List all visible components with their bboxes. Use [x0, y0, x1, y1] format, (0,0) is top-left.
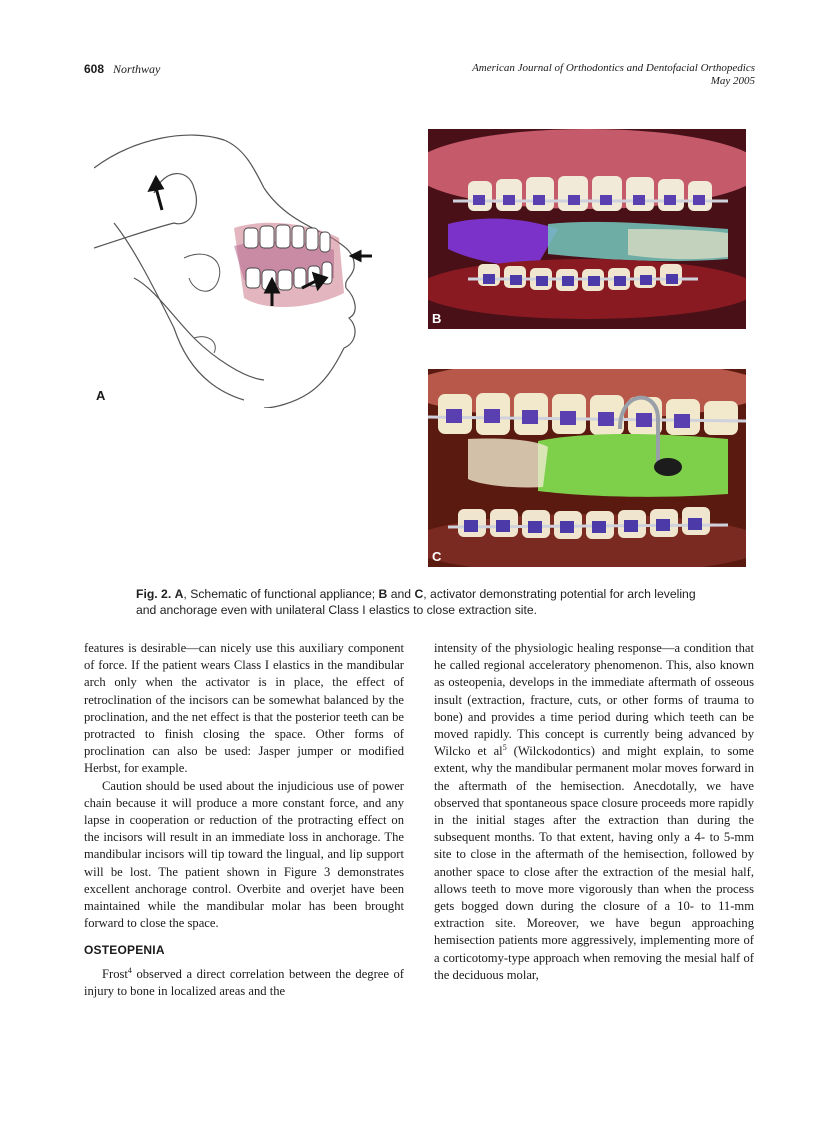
frost-text-post: observed a direct correlation between the degree of injury to bone in localized areas and the [84, 966, 404, 998]
healing-text-pre: intensity of the physiologic healing response—a condition that he called regional acceleratory phenomenon. This, also known as osteopenia, develops in the immediate aftermath of osseous insult (extraction, fracture, cuts, or other forms of trauma to bone) and provides a time period during which teeth can be moved rapidly. This concept is currently being advanced by Wilcko et al [434, 641, 754, 759]
figure-panel-b [428, 129, 746, 329]
panel-label-a: A [96, 388, 106, 403]
functional-appliance-schematic [94, 128, 414, 408]
paragraph-continuation: features is desirable—can nicely use this auxiliary component of force. If the patient wears Class I elastics in the mandibular arch only when the activator is in place, the effect of retroclination of the incisors can be somewhat balanced by the proclination, and the net effect is that the posterior teeth can be protracted to finish closing the space. Other forms of proclination can also be used: Jasper jumper or modified Herbst, for example. [84, 641, 404, 776]
caption-rest-text: , activator demonstrating potential for arch leveling and anchorage even with unilateral Class I elastics to close extraction site. [136, 587, 696, 617]
author-name: Northway [113, 62, 161, 76]
frost-text-pre: Frost [102, 966, 128, 981]
figure-panel-a [94, 128, 414, 408]
figure-caption [136, 586, 716, 618]
figure-panel-c [428, 369, 746, 567]
caption-a-text: , Schematic of functional appliance; [183, 587, 379, 601]
body-column-left [84, 640, 404, 1000]
running-header-right [472, 62, 755, 88]
running-header-left [84, 62, 160, 77]
citation-superscript-4: 4 [127, 965, 132, 975]
body-column-right [434, 640, 754, 984]
activator-intraoral-photo-b [428, 129, 746, 329]
healing-text-post: (Wilckodontics) and might explain, to some extent, why the mandibular permanent molar moves forward in the aftermath of the hemisection. Anecdotally, we have observed that spontaneous space closure proceeds more rapidly in the initial stages after the extraction than during the subsequent months. To that extent, having only a 4- to 5-mm site to close in the aftermath of the hemisection, followed by another space to close after the extraction of the mesial half, allows teeth to move more vigorously than when the process gets bogged down during the closure of a 10- to 11-mm extraction site. Moreover, we have begun approaching hemisection patients more aggressively, implementing more of a corticotomy-type approach when removing the mesial half of the deciduous molar, [434, 744, 754, 982]
panel-label-b: B [432, 311, 442, 326]
caption-fig-label: Fig. 2. [136, 587, 172, 601]
panel-label-c: C [432, 549, 442, 564]
section-heading-osteopenia: OSTEOPENIA [84, 943, 165, 958]
caption-a-label: A [174, 587, 184, 601]
journal-title: American Journal of Orthodontics and Dentofacial Orthopedics [472, 62, 755, 74]
citation-superscript-5: 5 [502, 743, 507, 753]
caption-and-text: and [387, 587, 415, 601]
issue-date: May 2005 [710, 75, 755, 87]
paragraph-frost [84, 966, 404, 1000]
paragraph-power-chain: Caution should be used about the injudicious use of power chain because it will produce a more constant force, and any lapse in cooperation or reduction of the protracting effect on the incisors will result in an immediate loss in anchorage. The mandibular incisors will tip toward the lingual, and lip support will be lost. The patient shown in Figure 3 demonstrates excellent anchorage control. Overbite and overjet have been maintained while the mandibular molar has been brought forward to close the space. [84, 778, 404, 931]
activator-intraoral-photo-c [428, 369, 746, 567]
caption-b-label: B [378, 587, 388, 601]
page-number: 608 [84, 62, 105, 76]
paragraph-healing-response [434, 640, 754, 984]
caption-c-label: C [414, 587, 424, 601]
